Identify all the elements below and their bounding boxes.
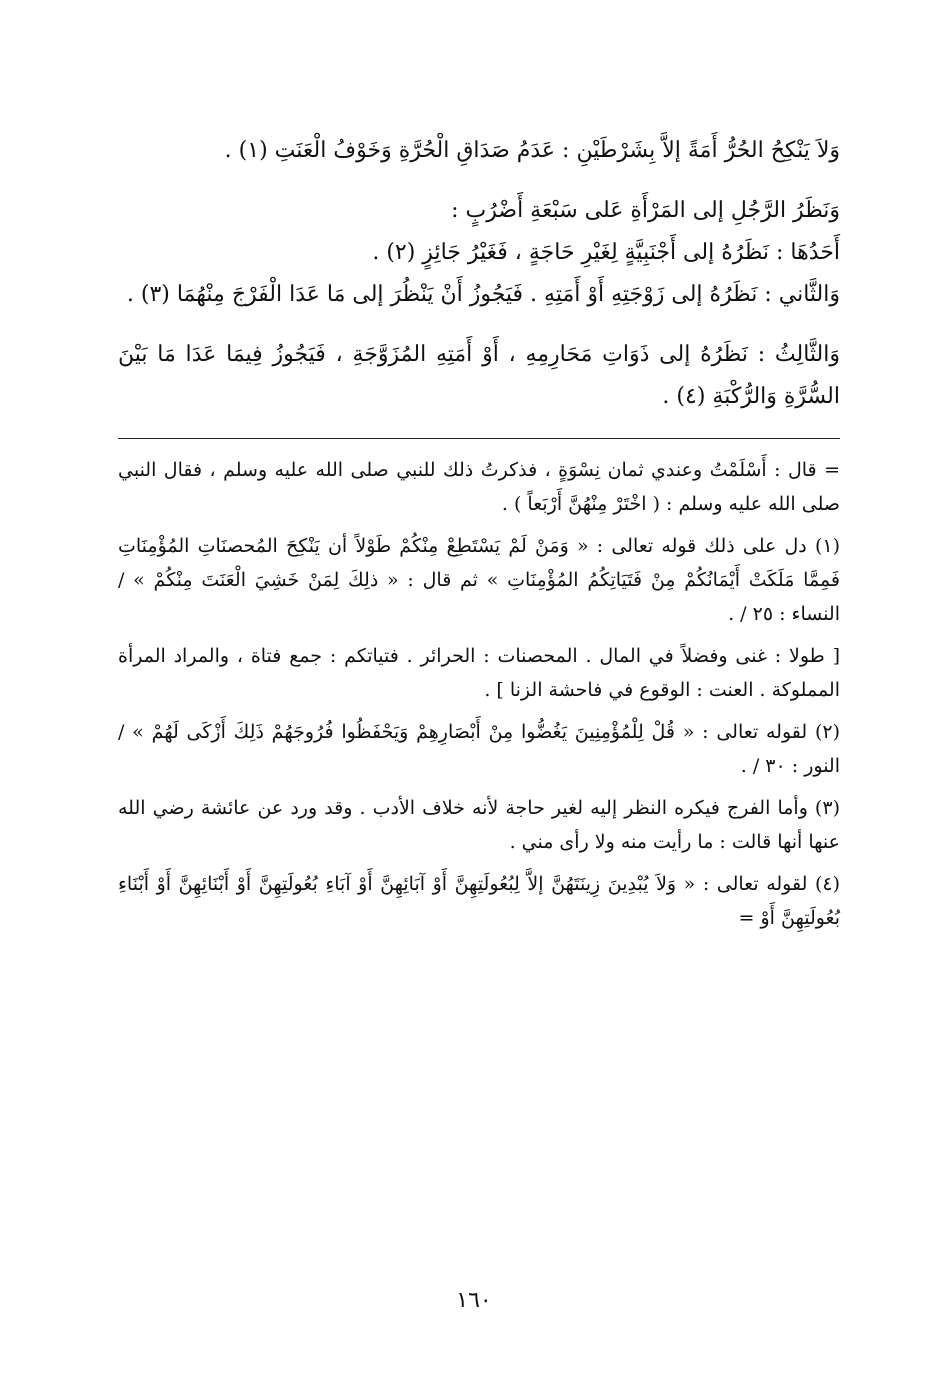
page-content — [118, 130, 840, 943]
footnote-1: (١) دل على ذلك قوله تعالى : « وَمَنْ لَمْ يَسْتَطِعْ مِنْكُمْ طَوْلاً أن يَنْكِحَ المُحصنَاتِ المُؤْمِنَاتِ فَمِمَّا مَلَكَتْ أَيْمَانُكُمْ مِنْ فَتَيَاتِكُمُ المُؤْمِنَاتِ » ثم قال : « ذلِكَ لِمَنْ خَشِيَ الْعَنَتَ مِنْكُمْ » / النساء : ٢٥ / . — [118, 535, 840, 625]
footnotes — [118, 453, 840, 935]
footnote-1-glossary: [ طولا : غنى وفضلاً في المال . المحصنات : الحرائر . فتياتكم : جمع فتاة ، والمراد المرأة المملوكة . العنت : الوقوع في فاحشة الزنا ] . — [118, 645, 840, 701]
paragraph-gaze-intro: وَنَظَرُ الرَّجُلِ إلى المَرْأَةِ عَلى سَبْعَةِ أَضْرُبٍ : — [451, 198, 840, 223]
footnote-continuation: = قال : أَسْلَمْتُ وعندي ثمان نِسْوَةٍ ، فذكرتُ ذلك للنبي صلى الله عليه وسلم ، فقال النبي صلى الله عليه وسلم : ( اخْتَرْ مِنْهُنَّ أَرْبَعاً ) . — [118, 459, 840, 515]
footnote-divider — [118, 438, 840, 439]
footnote-4: (٤) لقوله تعالى : « وَلاَ يُبْدِينَ زِينَتَهُنَّ إلاَّ لِبُعُولَتِهِنَّ أَوْ آبَائِهِنَّ أَوْ آبَاءِ بُعُولَتِهِنَّ أَوْ أَبْنَائِهِنَّ أَوْ أَبْنَاءِ بُعُولَتِهِنَّ أَوْ = — [118, 873, 840, 929]
footnote-2: (٢) لقوله تعالى : « قُلْ لِلْمُؤْمِنِينَ يَغُضُّوا مِنْ أَبْصَارِهِمْ وَيَحْفَظُوا فُرُوجَهُمْ ذَلِكَ أَزْكَى لَهُمْ » / النور : ٣٠ / . — [118, 721, 840, 777]
main-text — [118, 130, 840, 418]
footnote-3: (٣) وأما الفرج فيكره النظر إليه لغير حاجة لأنه خلاف الأدب . وقد ورد عن عائشة رضي الله عنها أنها قالت : ما رأيت منه ولا رأى مني . — [118, 797, 840, 853]
paragraph-gaze-first: أَحَدُهَا : نَظَرُهُ إلى أَجْنَبِيَّةٍ لِغَيْرِ حَاجَةٍ ، فَغَيْرُ جَائِزٍ (٢) . — [372, 240, 840, 265]
paragraph-marriage-condition: وَلاَ يَنْكِحُ الحُرُّ أَمَةً إلاَّ بِشَرْطَيْنِ : عَدَمُ صَدَاقِ الْحُرَّةِ وَخَوْفُ الْعَنَتِ (١) . — [224, 138, 840, 163]
paragraph-gaze-second: وَالثَّاني : نَظَرُهُ إلى زَوْجَتِهِ أَوْ أَمَتِهِ . فَيَجُوزُ أَنْ يَنْظُرَ إلى مَا عَدَا الْفَرْجَ مِنْهُمَا (٣) . — [126, 282, 840, 307]
paragraph-gaze-third: وَالثَّالِثُ : نَظَرُهُ إلى ذَوَاتِ مَحَارِمِهِ ، أَوْ أَمَتِهِ المُزَوَّجَةِ ، فَيَجُوزُ فِيمَا عَدَا مَا بَيْنَ السُّرَّةِ وَالرُّكْبَةِ (٤) . — [118, 342, 840, 409]
page-number: ١٦٠ — [456, 1288, 492, 1313]
